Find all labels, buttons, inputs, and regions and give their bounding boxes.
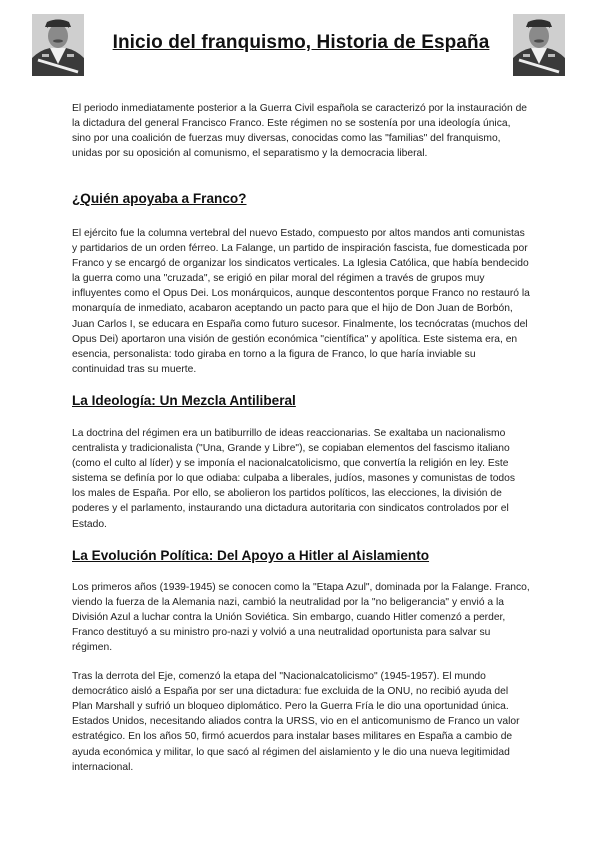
supporters-paragraph: El ejército fue la columna vertebral del nuevo Estado, compuesto por altos mandos anti comunistas y partidarios de un orden férreo. La Falange, un partido de inspiración fascista, fue domesticada por Franco y se encargó de organizar los sindicatos verticales. La Iglesia Católica, que había bendecido la guerra como una "cruzada", se erigió en pilar moral del régimen a través de grupos muy influyentes como el Opus Dei. Los monárquicos, aunque descontentos porque Franco no restauró la monarquía de inmediato, acabaron aceptando un pacto para que el hijo de Don Juan de Borbón, Juan Carlos I, se educara en España como futuro sucesor. Finalmente, los tecnócratas (muchos del Opus Dei) aportaron una visión de gestión económica "científica" y apolítica. Este sistema era, en esencia, personalista: todo giraba en torno a la figura de Franco, lo que haría inviable su continuidad tras su muerte. [72,228,530,375]
section-heading-evolution: La Evolución Política: Del Apoyo a Hitler al Aislamiento [72,547,430,563]
evolution-paragraph-2: Tras la derrota del Eje, comenzó la etapa del "Nacionalcatolicismo" (1945-1957). El mundo democrático aisló a España por ser una dictadura: fue excluida de la ONU, no recibió ayuda del Plan Marshall y sufrió un bloqueo diplomático. Pero la Guerra Fría le dio una oportunidad única. Estados Unidos, necesitando aliados contra la URSS, vio en el anticomunismo de Franco un valor estratégico. En los años 50, firmó acuerdos para instalar bases militares en España a cambio de ayuda económica y militar, lo que sacó al régimen del aislamiento y le dio una nueva legitimidad internacional. [72,671,520,773]
section-heading-supporters: ¿Quién apoyaba a Franco? [72,191,247,206]
portrait-photo [513,14,565,76]
page-title: Inicio del franquismo, Historia de España [112,32,490,53]
evolution-paragraph-1: Los primeros años (1939-1945) se conocen como la "Etapa Azul", dominada por la Falange. Franco, viendo la fuerza de la Alemania nazi, cambió la neutralidad por la "no beligerancia" y envió a la División Azul a luchar contra la Unión Soviética. Sin embargo, cuando Hitler comenzó a perder, Franco destituyó a su ministro pro-nazi y volvió a una neutralidad oportunista para salvar su régimen. [72,581,530,653]
ideology-paragraph: La doctrina del régimen era un batiburrillo de ideas reaccionarias. Se exaltaba un nacionalismo centralista y tradicionalista ("Una, Grande y Libre"), se copiaban elementos del fascismo italiano (como el culto al líder) y se imponía el nacionalcatolicismo, que convertía la religión en ley. Este sistema se definía por lo que odiaba: culpaba a liberales, judíos, masones y comunistas de todos los males de España. Por ello, se abolieron los partidos políticos, las elecciones, la división de poderes y el parlamento, instaurando una dictadura autoritaria con sindicatos controlados por el Estado. [72,427,516,530]
portrait-photo [32,14,84,76]
portrait-image-right [513,14,565,76]
document-body [72,101,530,775]
portrait-image-left [32,14,84,76]
intro-paragraph: El periodo inmediatamente posterior a la Guerra Civil española se caracterizó por la instauración de la dictadura del general Francisco Franco. Este régimen no se sostenía por una ideología única, sino por una coalición de fuerzas muy diversas, conocidas como las "familias" del franquismo, unidas por su oposición al comunismo, el separatismo y la democracia liberal. [72,103,528,160]
paragraph-spacer [72,655,530,669]
section-heading-ideology: La Ideología: Un Mezcla Antiliberal [72,392,296,408]
